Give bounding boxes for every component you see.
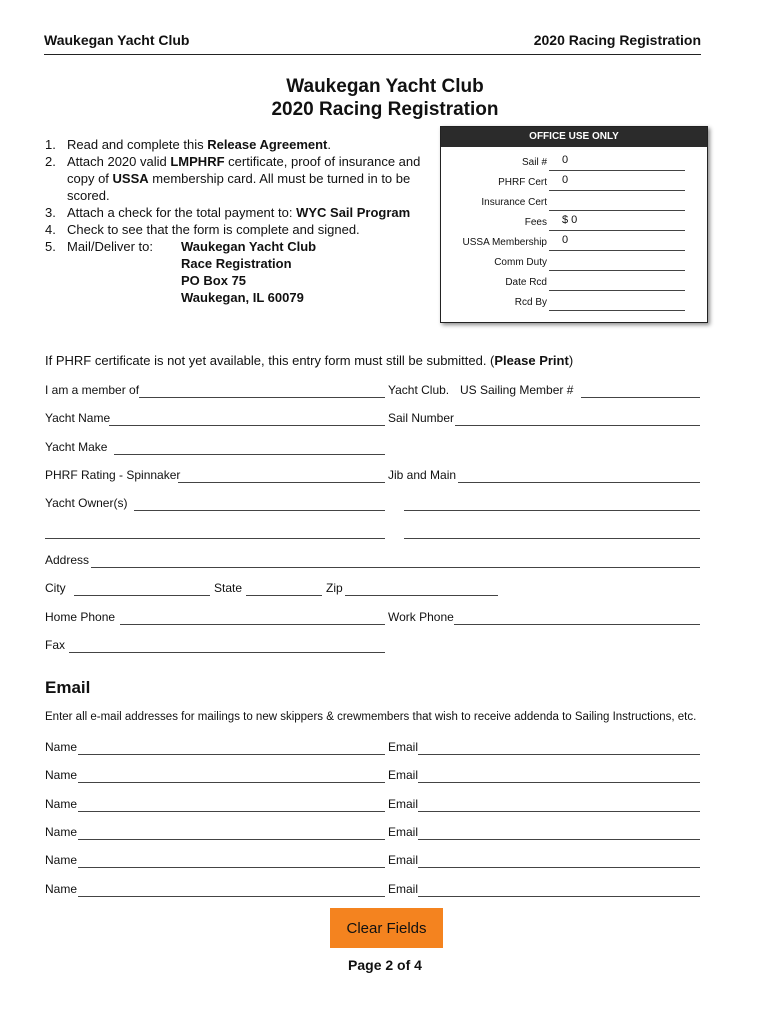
email-row-1-name-field[interactable] [78,754,385,755]
member-of-label: I am a member of [45,383,140,397]
office-field-comm-duty[interactable]: Comm Duty [441,257,707,273]
page-title: Waukegan Yacht Club [286,76,484,97]
mailing-line-2: Race Registration [181,256,292,271]
email-section-title: Email [45,678,91,697]
fax-field[interactable] [69,652,385,653]
office-use-title: OFFICE USE ONLY [441,127,707,147]
email-row-2-email-field[interactable] [418,782,700,783]
zip-label: Zip [326,581,343,595]
email-row-6-name-field[interactable] [78,896,385,897]
yacht-name-field[interactable] [109,425,385,426]
office-field-date-rcd[interactable]: Date Rcd [441,277,707,293]
yacht-owner-field-2[interactable] [404,510,700,511]
email-row-4-name-field[interactable] [78,839,385,840]
office-field-insurance[interactable]: Insurance Cert [441,197,707,213]
page-subtitle: 2020 Racing Registration [271,99,499,120]
email-section-description: Enter all e-mail addresses for mailings to new skippers & crewmembers that wish to receive addenda to Sailing Instructions, etc. [45,711,697,723]
email-row-3-name-label: Name [45,797,78,811]
page-number: Page 2 of 4 [348,957,422,973]
home-phone-label: Home Phone [45,610,116,624]
mailing-line-1: Waukegan Yacht Club [181,239,317,254]
instruction-3: 3. Attach a check for the total payment to: WYC Sail Program [45,205,411,220]
email-row-5-email-label: Email [388,853,419,867]
instruction-2-end: scored. [67,188,110,203]
email-row-3-email-field[interactable] [418,811,700,812]
email-row-1-email-label: Email [388,740,419,754]
instruction-2: 2. Attach 2020 valid LMPHRF certificate, proof of insurance and [45,154,421,169]
office-field-sail[interactable]: Sail # 0 [441,157,707,173]
header-divider [44,54,701,55]
instruction-4: 4. Check to see that the form is complete and signed. [45,222,360,237]
yacht-owners-label: Yacht Owner(s) [45,496,128,510]
email-row-5-name-label: Name [45,853,78,867]
phrf-spinnaker-label: PHRF Rating - Spinnaker [45,468,181,482]
mailing-line-4: Waukegan, IL 60079 [181,290,304,305]
header-right-title: 2020 Racing Registration [533,32,701,48]
email-row-6-email-label: Email [388,882,419,896]
header-left-title: Waukegan Yacht Club [44,32,190,48]
work-phone-label: Work Phone [388,610,454,624]
city-field[interactable] [74,595,210,596]
email-row-3-email-label: Email [388,797,419,811]
email-row-6-email-field[interactable] [418,896,700,897]
us-sailing-label: US Sailing Member # [460,383,574,397]
city-label: City [45,581,66,595]
office-field-rcd-by[interactable]: Rcd By [441,297,707,313]
email-row-4-name-label: Name [45,825,78,839]
office-field-ussa[interactable]: USSA Membership 0 [441,237,707,253]
email-row-1-email-field[interactable] [418,754,700,755]
address-field[interactable] [91,567,700,568]
email-row-6-name-label: Name [45,882,78,896]
work-phone-field[interactable] [454,624,700,625]
state-field[interactable] [246,595,322,596]
fax-label: Fax [45,638,66,652]
jib-main-field[interactable] [458,482,700,483]
email-row-1-name-label: Name [45,740,78,754]
mailing-line-3: PO Box 75 [181,273,247,288]
yacht-owner-field-1[interactable] [134,510,385,511]
state-label: State [214,581,243,595]
member-of-field[interactable] [139,397,385,398]
instruction-2-cont: copy of USSA membership card. All must be turned in to be [67,171,411,186]
email-row-5-email-field[interactable] [418,867,700,868]
instruction-5: 5. Mail/Deliver to: [45,239,153,254]
phrf-spinnaker-field[interactable] [178,482,385,483]
yacht-club-label: Yacht Club. [388,383,450,397]
phrf-notice: If PHRF certificate is not yet available, this entry form must still be submitted. (Please Print) [45,353,574,368]
email-row-3-name-field[interactable] [78,811,385,812]
yacht-make-field[interactable] [114,454,385,455]
office-field-phrf-cert[interactable]: PHRF Cert 0 [441,177,707,193]
email-row-2-name-field[interactable] [78,782,385,783]
office-use-box [440,126,708,323]
yacht-make-label: Yacht Make [45,440,108,454]
sail-number-label: Sail Number [388,411,455,425]
sail-number-field[interactable] [455,425,700,426]
address-label: Address [45,553,90,567]
home-phone-field[interactable] [120,624,385,625]
yacht-owner-field-4[interactable] [404,538,700,539]
email-row-4-email-field[interactable] [418,839,700,840]
email-row-5-name-field[interactable] [78,867,385,868]
jib-main-label: Jib and Main [388,468,457,482]
instruction-1: 1. Read and complete this Release Agreement. [45,137,332,152]
clear-fields-button[interactable]: Clear Fields [330,908,443,948]
email-row-2-email-label: Email [388,768,419,782]
yacht-owner-field-3[interactable] [45,538,385,539]
email-row-2-name-label: Name [45,768,78,782]
zip-field[interactable] [345,595,498,596]
us-sailing-field[interactable] [581,397,700,398]
email-row-4-email-label: Email [388,825,419,839]
yacht-name-label: Yacht Name [45,411,111,425]
office-field-fees[interactable]: Fees $ 0 [441,217,707,233]
